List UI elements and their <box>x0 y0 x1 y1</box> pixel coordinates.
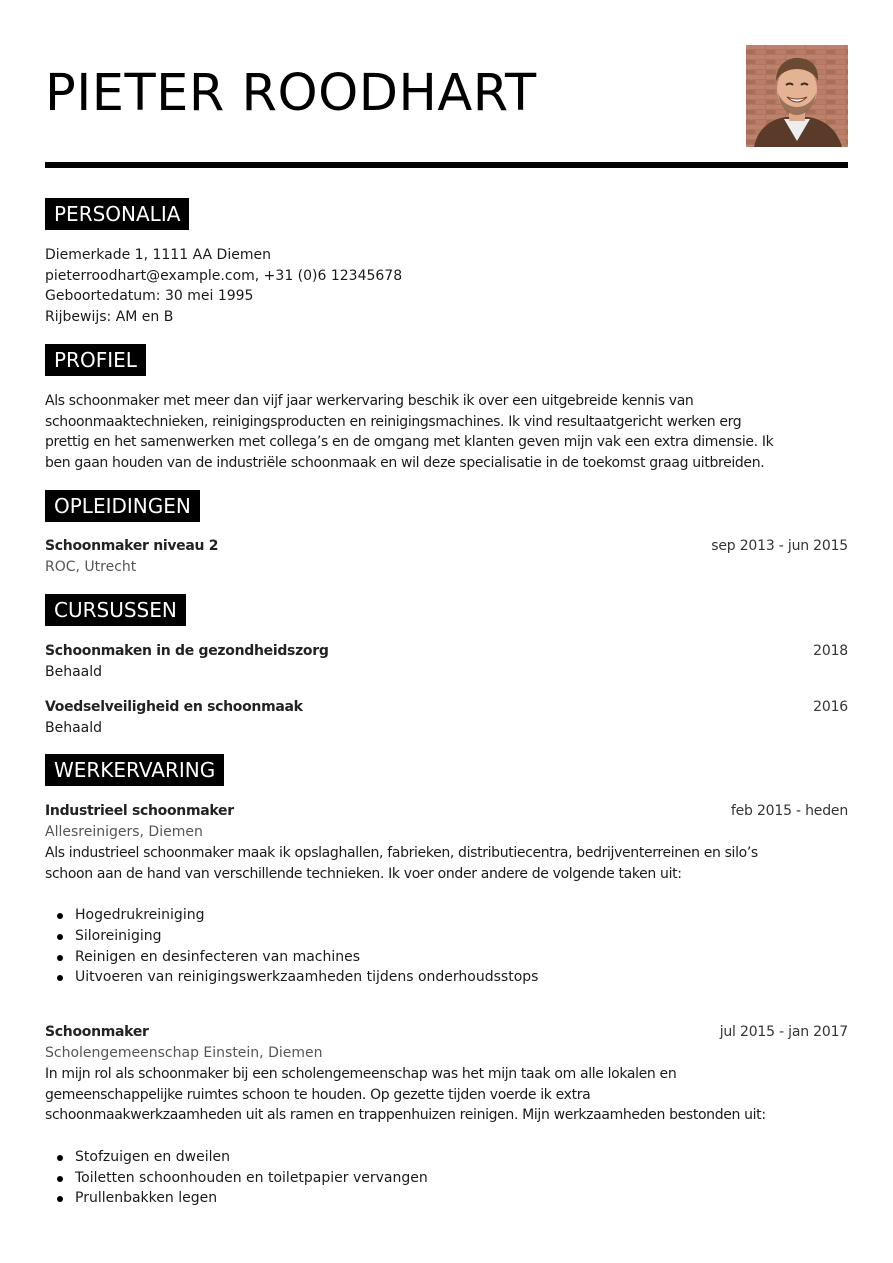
task-text: Stofzuigen en dweilen <box>75 1148 230 1165</box>
entry-header <box>45 536 848 557</box>
course-title: Voedselveiligheid en schoonmaak <box>45 699 303 715</box>
task-text: Siloreiniging <box>75 927 162 944</box>
job-task-list <box>45 1147 848 1209</box>
bullet-icon <box>57 1176 63 1182</box>
job-description-line: schoon aan de hand van verschillende technieken. Ik voer onder andere de volgende taken uit: <box>45 865 682 882</box>
task-text: Uitvoeren van reinigingswerkzaamheden tijdens onderhoudsstops <box>75 969 539 986</box>
job-title: Schoonmaker <box>45 1024 149 1040</box>
education-date: sep 2013 - jun 2015 <box>711 538 848 554</box>
education-title: Schoonmaker niveau 2 <box>45 538 219 554</box>
personalia-block <box>45 245 848 328</box>
bullet-icon <box>57 1196 63 1202</box>
work-entry <box>45 1022 848 1209</box>
job-description-line: schoonmaakwerkzaamheden uit als ramen en trappenhuizen reinigen. Mijn werkzaamheden bestonden uit: <box>45 1107 766 1124</box>
bullet-icon <box>57 955 63 961</box>
bullet-icon <box>57 975 63 981</box>
header-divider <box>45 162 848 168</box>
job-date: feb 2015 - heden <box>730 803 848 819</box>
course-date: 2018 <box>813 643 848 659</box>
job-employer: Scholengemeenschap Einstein, Diemen <box>45 1045 323 1061</box>
entry-header <box>45 801 848 822</box>
task-text: Hogedrukreiniging <box>75 907 205 924</box>
job-employer: Allesreinigers, Diemen <box>45 824 203 840</box>
section-title-profiel: PROFIEL <box>45 344 146 376</box>
profiel-line: prettig en het samenwerken met collega’s en de omgang met klanten geven mijn vak een extra dimensie. Ik <box>45 434 774 451</box>
education-institution: ROC, Utrecht <box>45 559 137 575</box>
profiel-line: Als schoonmaker met meer dan vijf jaar werkervaring beschik ik over een uitgebreide kennis van <box>45 393 694 409</box>
list-item <box>45 1147 848 1168</box>
list-item <box>45 926 848 947</box>
job-title: Industrieel schoonmaker <box>45 803 234 819</box>
bullet-icon <box>57 1155 63 1161</box>
job-description-line: Als industrieel schoonmaker maak ik opslaghallen, fabrieken, distributiecentra, bedrijventerreinen en silo’s <box>45 845 758 861</box>
course-title: Schoonmaken in de gezondheidszorg <box>45 643 329 659</box>
course-entry <box>45 641 848 683</box>
task-text: Toiletten schoonhouden en toiletpapier vervangen <box>75 1169 428 1186</box>
profile-photo <box>746 45 848 147</box>
bullet-icon <box>57 913 63 919</box>
course-status: Behaald <box>45 664 103 680</box>
job-task-list <box>45 905 848 988</box>
birthdate-line: Geboortedatum: 30 mei 1995 <box>45 288 254 305</box>
list-item <box>45 1188 848 1209</box>
candidate-name: PIETER ROODHART <box>45 64 537 123</box>
list-item <box>45 947 848 968</box>
job-date: jul 2015 - jan 2017 <box>719 1024 848 1040</box>
course-entry <box>45 697 848 739</box>
work-entry <box>45 801 848 988</box>
job-description-line: In mijn rol als schoonmaker bij een scholengemeenschap was het mijn taak om alle lokalen en <box>45 1066 677 1082</box>
entry-header <box>45 641 848 662</box>
course-date: 2016 <box>813 699 848 715</box>
task-text: Reinigen en desinfecteren van machines <box>75 948 361 965</box>
section-title-personalia: PERSONALIA <box>45 198 189 230</box>
license-line: Rijbewijs: AM en B <box>45 309 174 326</box>
task-text: Prullenbakken legen <box>75 1190 218 1207</box>
entry-header <box>45 697 848 718</box>
list-item <box>45 1168 848 1189</box>
education-entry <box>45 536 848 578</box>
bullet-icon <box>57 934 63 940</box>
entry-header <box>45 1022 848 1043</box>
section-title-werkervaring: WERKERVARING <box>45 754 224 786</box>
profiel-line: schoonmaaktechnieken, reinigingsproducten en reinigingsmachines. Ik vind resultaatgericht werken erg <box>45 413 742 430</box>
section-title-cursussen: CURSUSSEN <box>45 594 186 626</box>
profiel-block <box>45 391 848 474</box>
contact-line: pieterroodhart@example.com, +31 (0)6 12345678 <box>45 267 403 284</box>
address-line: Diemerkade 1, 1111 AA Diemen <box>45 247 271 263</box>
section-title-opleidingen: OPLEIDINGEN <box>45 490 200 522</box>
job-description-line: gemeenschappelijke ruimtes schoon te houden. Op gezette tijden voerde ik extra <box>45 1086 591 1103</box>
profiel-line: ben gaan houden van de industriële schoonmaak en wil deze specialisatie in de toekomst graag uitbreiden. <box>45 455 765 472</box>
list-item <box>45 967 848 988</box>
list-item <box>45 905 848 926</box>
course-status: Behaald <box>45 720 103 736</box>
